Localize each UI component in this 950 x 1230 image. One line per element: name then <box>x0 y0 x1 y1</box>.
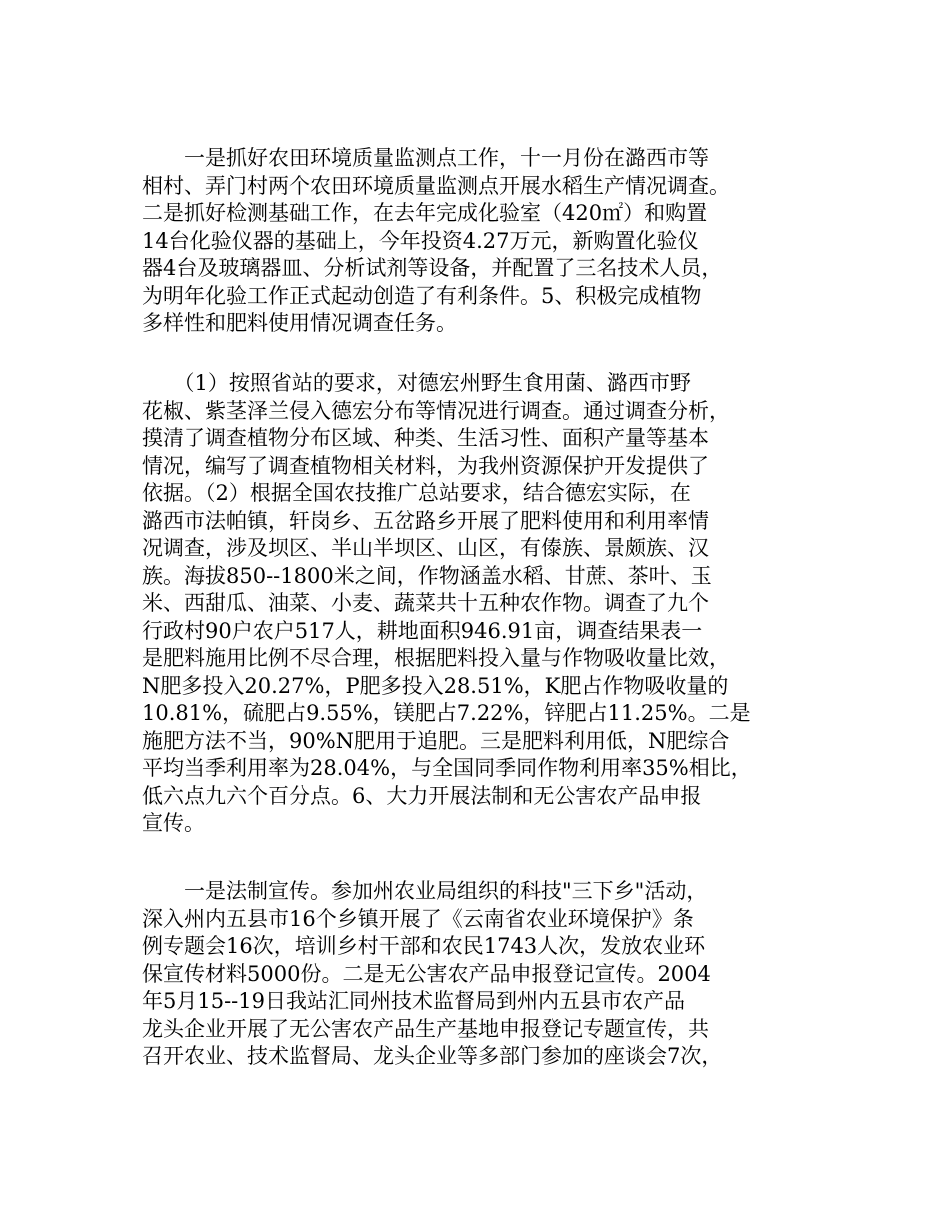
text-line: 龙头企业开展了无公害农产品生产基地申报登记专题宣传，共 <box>142 1016 709 1041</box>
text-line: 是肥料施用比例不尽合理，根据肥料投入量与作物吸收量比效， <box>142 646 730 670</box>
text-line: 例专题会16次，培训乡村干部和农民1743人次，发放农业环 <box>142 934 706 958</box>
text-line: 况调查，涉及坝区、半山半坝区、山区，有傣族、景颇族、汉 <box>142 536 709 560</box>
text-line: 年5月15--19日我站汇同州技术监督局到州内五县市农产品 <box>142 989 685 1013</box>
text-line: N肥多投入20.27%，P肥多投入28.51%，K肥占作物吸收量的 <box>142 673 729 698</box>
text-line: 10.81%，硫肥占9.55%，镁肥占7.22%，锌肥占11.25%。二是 <box>142 701 751 725</box>
text-line: 花椒、紫茎泽兰侵入德宏分布等情况进行调查。通过调查分析， <box>142 398 730 423</box>
text-line: 平均当季利用率为28.04%，与全国同季同作物利用率35%相比， <box>142 756 752 780</box>
text-line: 14台化验仪器的基础上，今年投资4.27万元，新购置化验仪 <box>142 228 699 253</box>
text-line: 一是抓好农田环境质量监测点工作，十一月份在潞西市等 <box>142 146 709 170</box>
text-line: 施肥方法不当，90%N肥用于追肥。三是肥料利用低，N肥综合 <box>142 728 730 753</box>
text-line: 依据。（2）根据全国农技推广总站要求，结合德宏实际，在 <box>142 481 691 505</box>
text-line: 一是法制宣传。参加州农业局组织的科技"三下乡"活动， <box>142 879 708 903</box>
text-line: 相村、弄门村两个农田环境质量监测点开展水稻生产情况调查。 <box>142 173 730 198</box>
text-line: 宣传。 <box>142 811 205 835</box>
text-line: 为明年化验工作正式起动创造了有利条件。5、积极完成植物 <box>142 283 702 308</box>
text-line: 族。海拔850--1800米之间，作物涵盖水稻、甘蔗、茶叶、玉 <box>142 563 712 588</box>
text-line: 情况，编写了调查植物相关材料，为我州资源保护开发提供了 <box>142 453 709 478</box>
paragraph-3 <box>142 878 828 1071</box>
text-line: 器4台及玻璃器皿、分析试剂等设备，并配置了三名技术人员， <box>142 256 723 280</box>
text-line: （1）按照省站的要求，对德宏州野生食用菌、潞西市野 <box>142 371 691 395</box>
text-line: 保宣传材料5000份。二是无公害农产品申报登记宣传。2004 <box>142 961 711 986</box>
text-line: 多样性和肥料使用情况调查任务。 <box>142 311 457 335</box>
text-line: 二是抓好检测基础工作，在去年完成化验室（420㎡）和购置 <box>142 201 708 225</box>
text-line: 召开农业、技术监督局、龙头企业等多部门参加的座谈会7次， <box>142 1044 723 1068</box>
text-line: 潞西市法帕镇，轩岗乡、五岔路乡开展了肥料使用和利用率情 <box>142 508 709 533</box>
text-line: 低六点九六个百分点。6、大力开展法制和无公害农产品申报 <box>142 783 702 808</box>
text-line: 米、西甜瓜、油菜、小麦、蔬菜共十五种农作物。调查了九个 <box>142 591 709 615</box>
text-line: 深入州内五县市16个乡镇开展了《云南省农业环境保护》条 <box>142 906 694 931</box>
paragraph-2 <box>142 370 828 838</box>
text-line: 摸清了调查植物分布区域、种类、生活习性、面积产量等基本 <box>142 426 709 450</box>
text-line: 行政村90户农户517人，耕地面积946.91亩，调查结果表一 <box>142 618 703 643</box>
paragraph-1 <box>142 145 828 338</box>
